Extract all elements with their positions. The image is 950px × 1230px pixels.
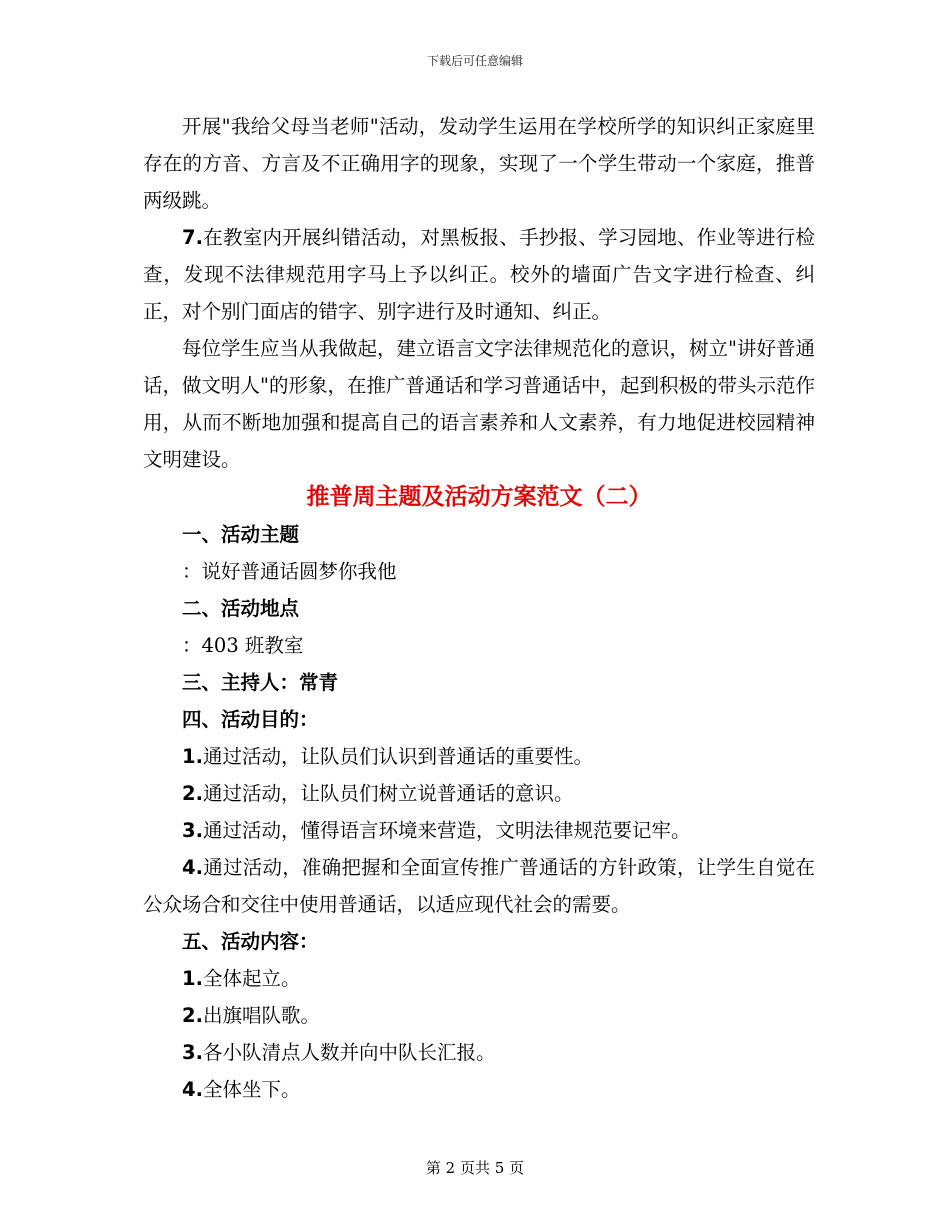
item-number: 4.: [182, 856, 203, 879]
content-item-2: [143, 997, 815, 1034]
heading-location: 二、活动地点: [182, 597, 300, 620]
item-number: 2.: [182, 782, 203, 805]
heading-theme: 一、活动主题: [182, 523, 300, 546]
content-item-4: [143, 1071, 815, 1108]
page-header: 下载后可任意编辑: [426, 54, 523, 68]
heading-contents: 五、活动内容：: [182, 930, 319, 953]
closing-paragraph: 每位学生应当从我做起，建立语言文字法律规范化的意识，树立"讲好普通话，做文明人"的形象，在推广普通话和学习普通话中，起到积极的带头示范作用，从而不断地加强和提高自己的语言素养和人文素养，有力地促进校园精神文明建设。: [143, 337, 815, 471]
item-number: 1.: [182, 967, 203, 990]
heading-goals: 四、活动目的：: [182, 708, 319, 731]
item-text: 全体起立。: [202, 967, 301, 990]
item-number: 7.: [182, 226, 203, 249]
section-title: 推普周主题及活动方案范文（二）: [306, 484, 652, 510]
item-number: 3.: [182, 819, 203, 842]
item-text: 出旗唱队歌。: [202, 1004, 320, 1027]
intro-paragraph: 开展"我给父母当老师"活动，发动学生运用在学校所学的知识纠正家庭里存在的方音、方言及不正确用字的现象，实现了一个学生带动一个家庭，推普两级跳。: [143, 115, 815, 212]
heading-host: 三、主持人：常青: [182, 671, 339, 694]
content-item-3: [143, 1034, 815, 1071]
item-number: 1.: [182, 745, 203, 768]
item-text: 各小队清点人数并向中队长汇报。: [202, 1041, 496, 1064]
document-body: [143, 108, 815, 1108]
item-number: 3.: [182, 1041, 203, 1064]
item-text: 在教室内开展纠错活动，对黑板报、手抄报、学习园地、作业等进行检查，发现不法律规范用字马上予以纠正。校外的墙面广告文字进行检查、纠正，对个别门面店的错字、别字进行及时通知、纠正。: [143, 226, 815, 323]
item-number: 4.: [182, 1078, 203, 1101]
page-footer: 第 2 页共 5 页: [425, 1159, 525, 1177]
goal-item-2: [143, 775, 815, 812]
goal-item-1: [143, 738, 815, 775]
goal-item-4: [143, 849, 815, 923]
item-text: 通过活动，懂得语言环境来营造，文明法律规范要记牢。: [202, 819, 691, 842]
item-text: 通过活动，让队员们认识到普通话的重要性。: [202, 745, 593, 768]
item-text: 通过活动，准确把握和全面宣传推广普通话的方针政策，让学生自觉在公众场合和交往中使用普通话，以适应现代社会的需要。: [143, 856, 815, 916]
location-text: ：403 班教室: [182, 634, 304, 657]
content-item-1: [143, 960, 815, 997]
theme-text: ：说好普通话圆梦你我他: [182, 560, 397, 583]
item-text: 全体坐下。: [202, 1078, 301, 1101]
item-text: 通过活动，让队员们树立说普通话的意识。: [202, 782, 574, 805]
goal-item-3: [143, 812, 815, 849]
item-number: 2.: [182, 1004, 203, 1027]
list-item-7: [143, 219, 815, 330]
